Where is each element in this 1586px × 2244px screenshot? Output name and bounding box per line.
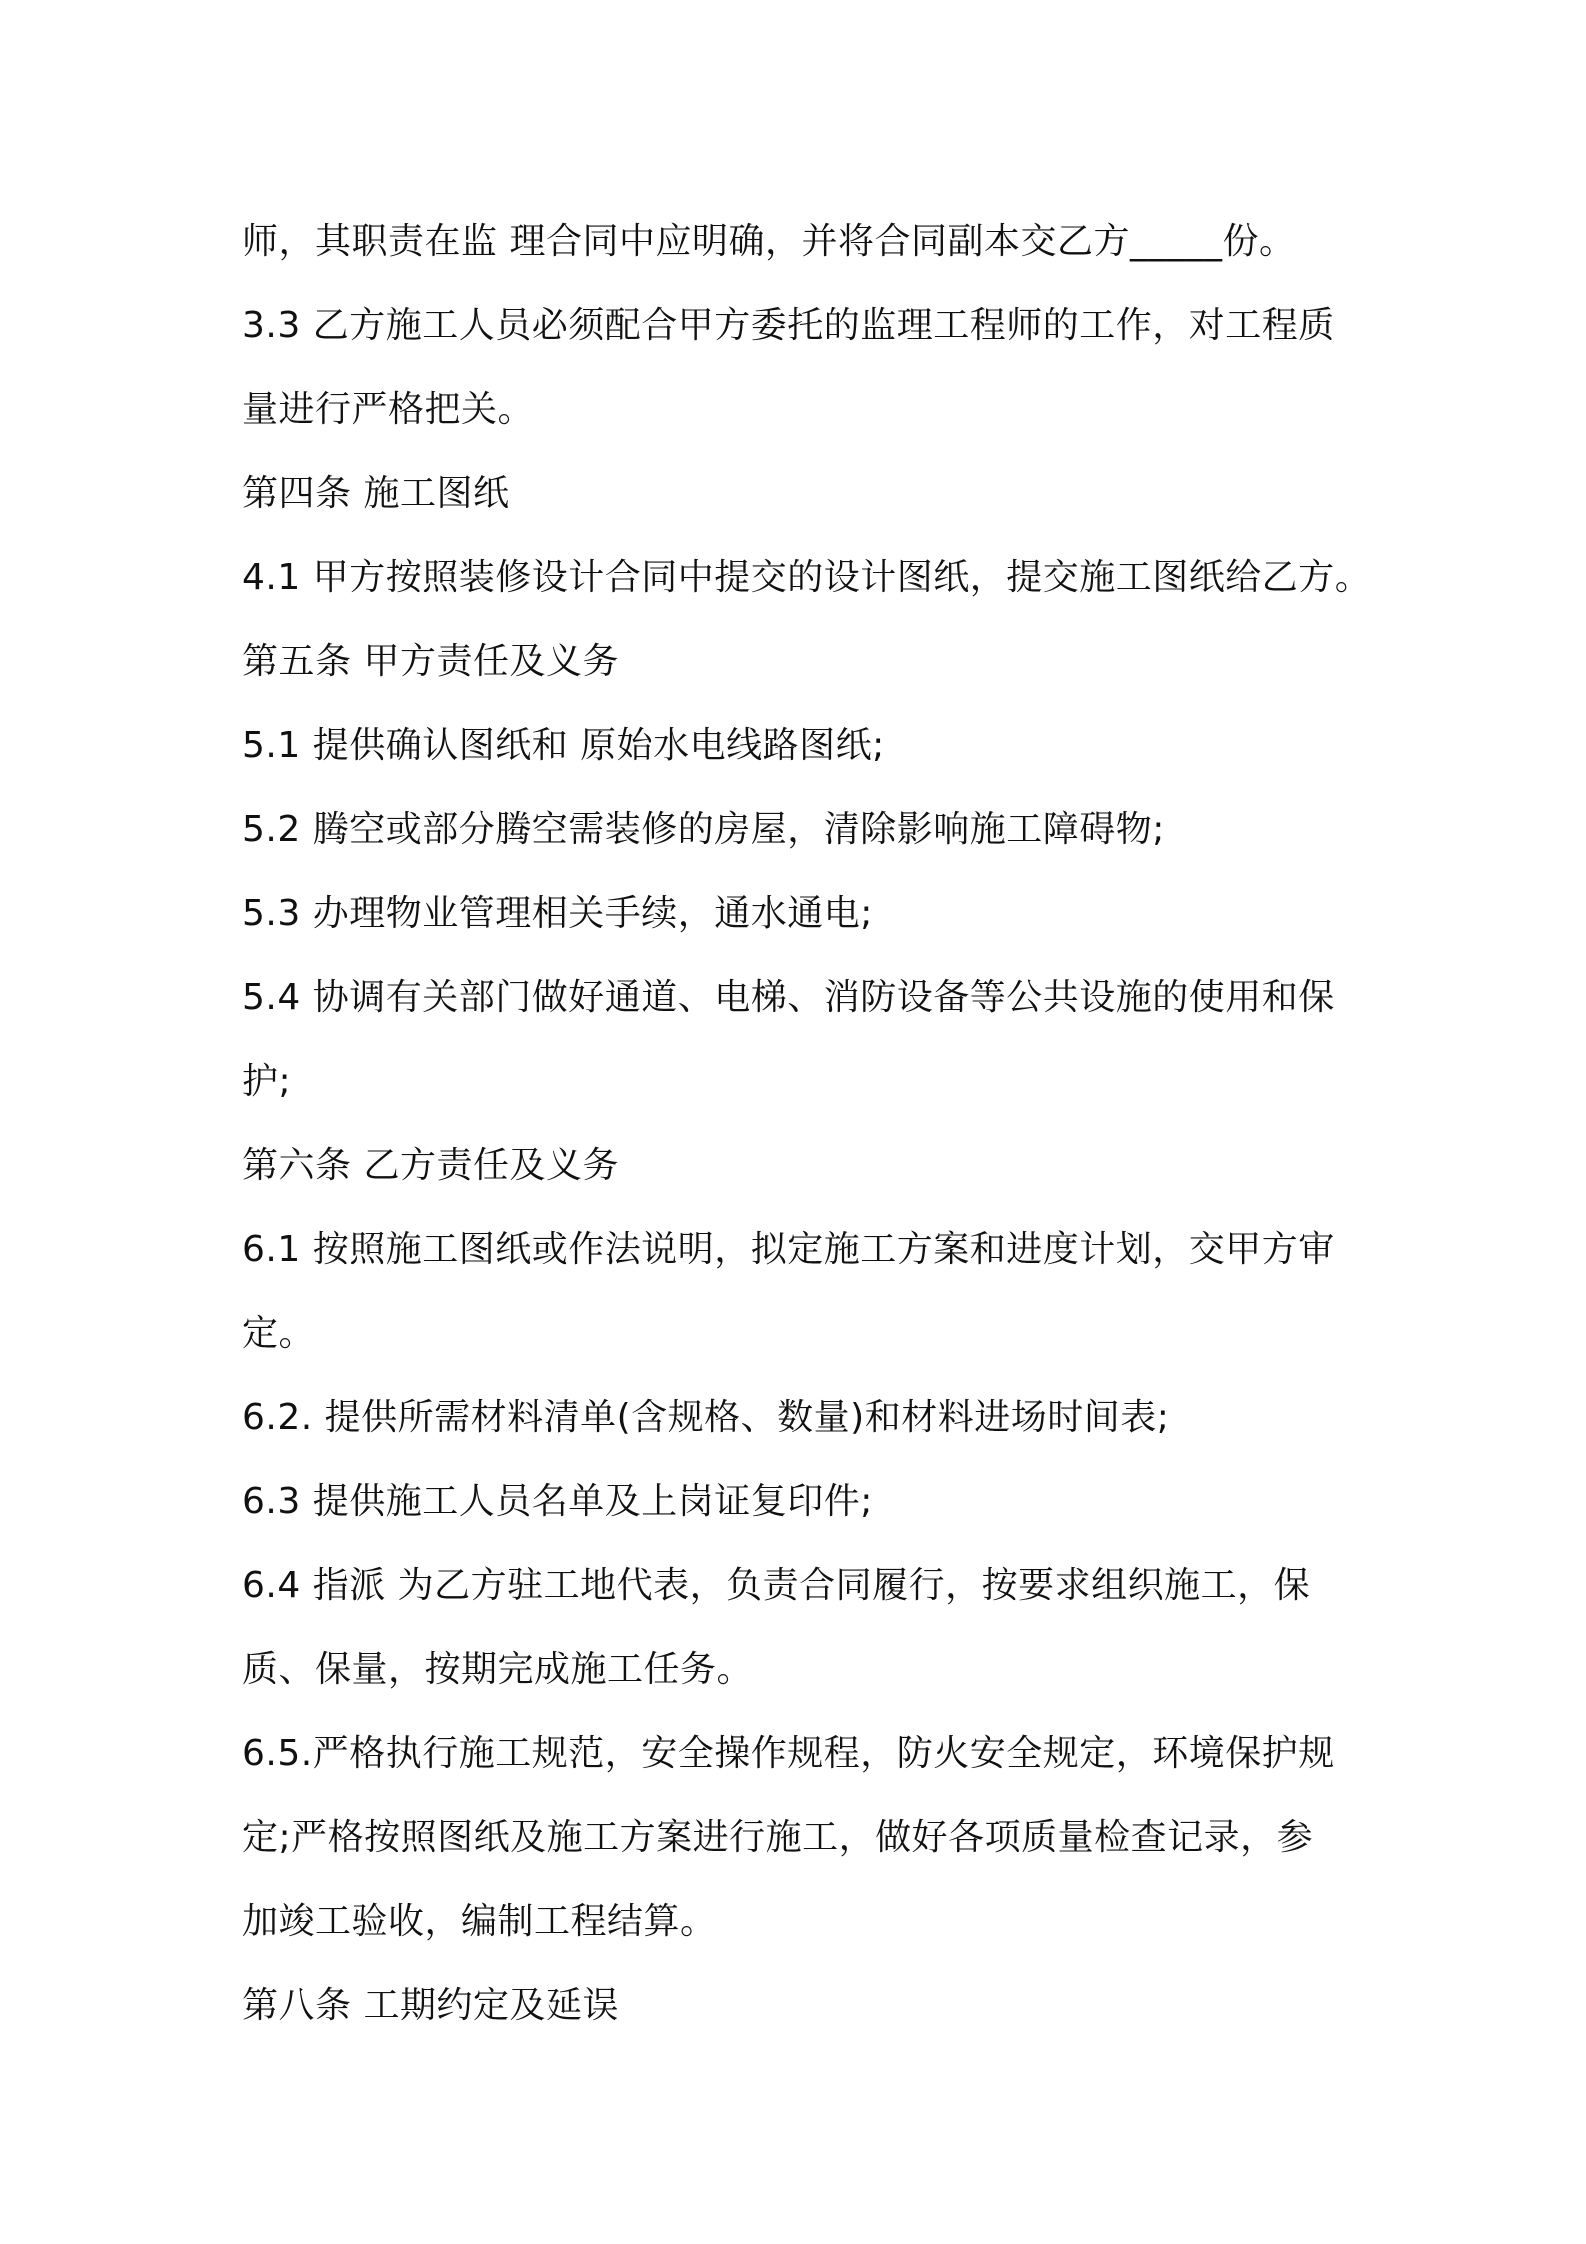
section-heading-5: 第五条 甲方责任及义务 (242, 641, 619, 682)
paragraph-line: 加竣工验收，编制工程结算。 (242, 1901, 717, 1942)
paragraph-line: 护; (242, 1061, 292, 1102)
clause-6-1-line: 6.1 按照施工图纸或作法说明，拟定施工方案和进度计划，交甲方审 (242, 1229, 1335, 1270)
section-heading-6: 第六条 乙方责任及义务 (242, 1145, 619, 1186)
paragraph-line: 定。 (242, 1313, 316, 1354)
clause-6-2-line: 6.2. 提供所需材料清单(含规格、数量)和材料进场时间表; (242, 1397, 1170, 1438)
paragraph-line: 定;严格按照图纸及施工方案进行施工，做好各项质量检查记录，参 (242, 1817, 1314, 1858)
clause-6-5-line: 6.5.严格执行施工规范，安全操作规程，防火安全规定，环境保护规 (242, 1733, 1335, 1774)
clause-5-2-line: 5.2 腾空或部分腾空需装修的房屋，清除影响施工障碍物; (242, 809, 1165, 850)
section-heading-4: 第四条 施工图纸 (242, 473, 510, 514)
paragraph-line: 量进行严格把关。 (242, 389, 535, 430)
paragraph-line: 质、保量，按期完成施工任务。 (242, 1649, 754, 1690)
clause-3-3-line: 3.3 乙方施工人员必须配合甲方委托的监理工程师的工作，对工程质 (242, 305, 1335, 346)
paragraph-line: 师，其职责在监 理合同中应明确，并将合同副本交乙方_____份。 (242, 221, 1296, 262)
clause-6-3-line: 6.3 提供施工人员名单及上岗证复印件; (242, 1481, 873, 1522)
section-heading-8: 第八条 工期约定及延误 (242, 1985, 619, 2026)
clause-5-3-line: 5.3 办理物业管理相关手续，通水通电; (242, 893, 873, 934)
document-text-body (242, 200, 1372, 2048)
clause-5-1-line: 5.1 提供确认图纸和 原始水电线路图纸; (242, 725, 885, 766)
clause-5-4-line: 5.4 协调有关部门做好通道、电梯、消防设备等公共设施的使用和保 (242, 977, 1335, 1018)
clause-4-1-line: 4.1 甲方按照装修设计合同中提交的设计图纸，提交施工图纸给乙方。 (242, 557, 1372, 598)
clause-6-4-line: 6.4 指派 为乙方驻工地代表，负责合同履行，按要求组织施工，保 (242, 1565, 1311, 1606)
